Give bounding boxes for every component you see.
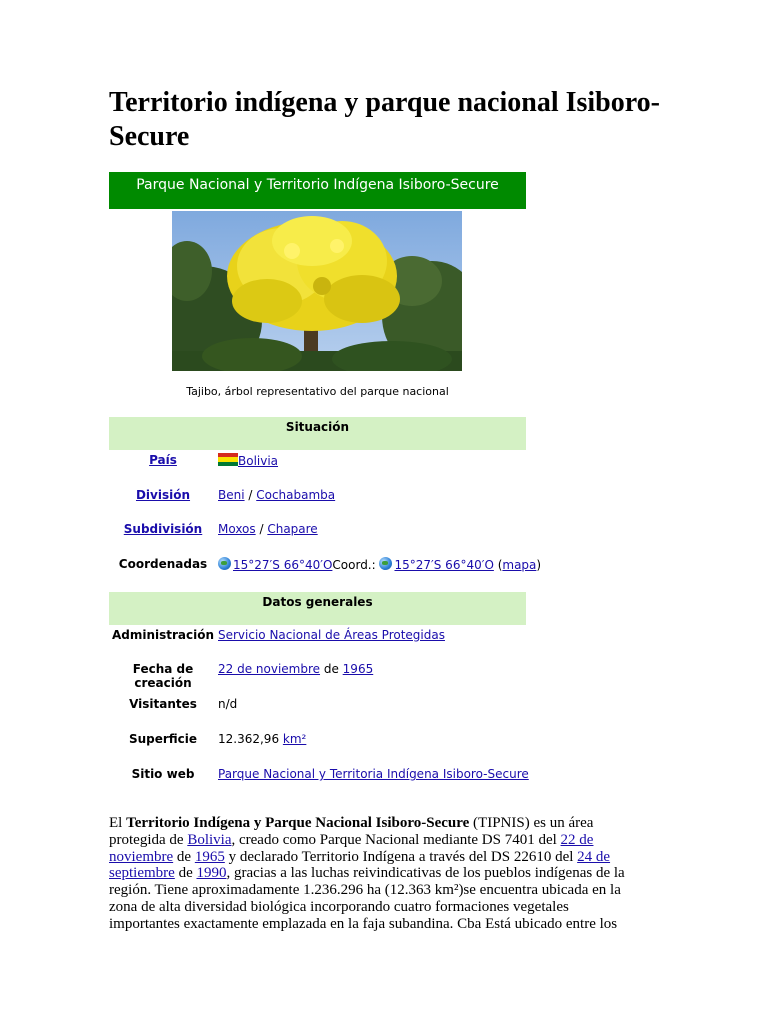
superficie-value <box>218 732 306 746</box>
superficie-label: Superficie <box>128 732 198 746</box>
cochabamba-link[interactable]: Cochabamba <box>256 488 336 502</box>
para-text: de <box>173 848 195 865</box>
row-visitantes <box>109 697 526 717</box>
pais-label-link[interactable]: País <box>149 453 177 467</box>
subdivision-value <box>218 522 318 536</box>
row-sitio-web <box>109 767 529 787</box>
fecha-year-link[interactable]: 1965 <box>342 662 374 676</box>
coordenadas-value <box>218 557 541 572</box>
infobox <box>109 172 542 781</box>
sitio-web-link[interactable]: Parque Nacional y Territoria Indígena Isiboro-Secure <box>218 767 529 781</box>
sernap-link[interactable]: Servicio Nacional de Áreas Protegidas <box>218 628 445 642</box>
para-text: (TIPNIS) es un área protegida de <box>109 815 594 848</box>
bolivia-flag-icon <box>218 453 238 466</box>
section-datos-generales: Datos generales <box>109 592 526 625</box>
km2-link[interactable]: km² <box>282 732 307 746</box>
chapare-link[interactable]: Chapare <box>267 522 318 536</box>
tajibo-tree-image <box>172 211 462 371</box>
bolivia-link[interactable]: Bolivia <box>238 454 279 468</box>
para-bolivia-link[interactable]: Bolivia <box>187 831 232 848</box>
administracion-value <box>218 628 445 642</box>
moxos-link[interactable]: Moxos <box>218 522 256 536</box>
mapa-link[interactable]: mapa <box>502 558 537 572</box>
fecha-de: de <box>320 662 343 676</box>
division-value <box>218 488 335 502</box>
coord-open-paren: ( <box>493 558 503 572</box>
para-text: , creado como Parque Nacional mediante DS 7401 del <box>231 831 561 848</box>
para-text: y declarado Territorio Indígena a través del DS 22610 del <box>224 848 578 865</box>
subdivision-label-link[interactable]: Subdivisión <box>123 522 203 536</box>
coord-prefix: Coord.: <box>332 558 380 572</box>
fecha-creacion-label: Fecha de creación <box>132 662 194 690</box>
row-fecha-creacion <box>109 662 526 690</box>
intro-paragraph <box>109 815 643 933</box>
section-situacion: Situación <box>109 417 526 450</box>
row-administracion <box>109 628 526 648</box>
row-coordenadas <box>109 557 542 577</box>
para-1965-link[interactable]: 1965 <box>194 848 225 865</box>
row-subdivision <box>109 522 526 542</box>
infobox-header: Parque Nacional y Territorio Indígena Isiboro-Secure <box>109 172 526 209</box>
coord-close-paren: ) <box>536 558 542 572</box>
fecha-day-link[interactable]: 22 de noviembre <box>218 662 321 676</box>
row-superficie <box>109 732 526 752</box>
pais-value <box>218 453 278 468</box>
fecha-creacion-value <box>218 662 373 676</box>
para-bold-title: Territorio Indígena y Parque Nacional Isiboro-Secure <box>126 815 470 831</box>
beni-link[interactable]: Beni <box>218 488 245 502</box>
sitio-web-label: Sitio web <box>131 767 195 781</box>
para-text: , gracias a las luchas reivindicativas de los pueblos indígenas de la región. Tiene aproximadamente 1.236.296 ha (12.363 km²)se encuentra ubicada en la zona de alta diversidad biológica incorporando cuatro formaciones vegetales importantes exactamente emplazada en la faja subandina. Cba Está ubicado entre los <box>109 865 625 932</box>
superficie-number: 12.362,96 <box>218 732 283 746</box>
subdivision-separator: / <box>255 522 268 536</box>
para-22nov-link[interactable]: 22 de noviembre <box>109 831 594 865</box>
para-24sep-link[interactable]: 24 de septiembre <box>109 848 611 882</box>
page-title: Territorio indígena y parque nacional Isiboro-Secure <box>109 87 660 152</box>
administracion-label: Administración <box>111 628 215 642</box>
visitantes-label: Visitantes <box>129 697 197 711</box>
globe-icon <box>218 557 231 570</box>
para-1990-link[interactable]: 1990 <box>196 865 227 882</box>
visitantes-value: n/d <box>218 697 238 711</box>
photo-caption: Tajibo, árbol representativo del parque nacional <box>186 385 449 398</box>
division-label-link[interactable]: División <box>135 488 191 502</box>
para-text: El <box>109 815 127 831</box>
row-division <box>109 488 526 508</box>
row-pais <box>109 453 526 473</box>
coord-link-2[interactable]: 15°27′S 66°40′O <box>394 558 494 572</box>
coord-link-1[interactable]: 15°27′S 66°40′O <box>233 558 333 572</box>
para-text: de <box>174 865 197 882</box>
coordenadas-label: Coordenadas <box>118 557 208 571</box>
tajibo-tree-photo <box>172 211 462 371</box>
division-separator: / <box>244 488 257 502</box>
sitio-web-value <box>218 767 529 781</box>
globe-icon <box>379 557 392 570</box>
